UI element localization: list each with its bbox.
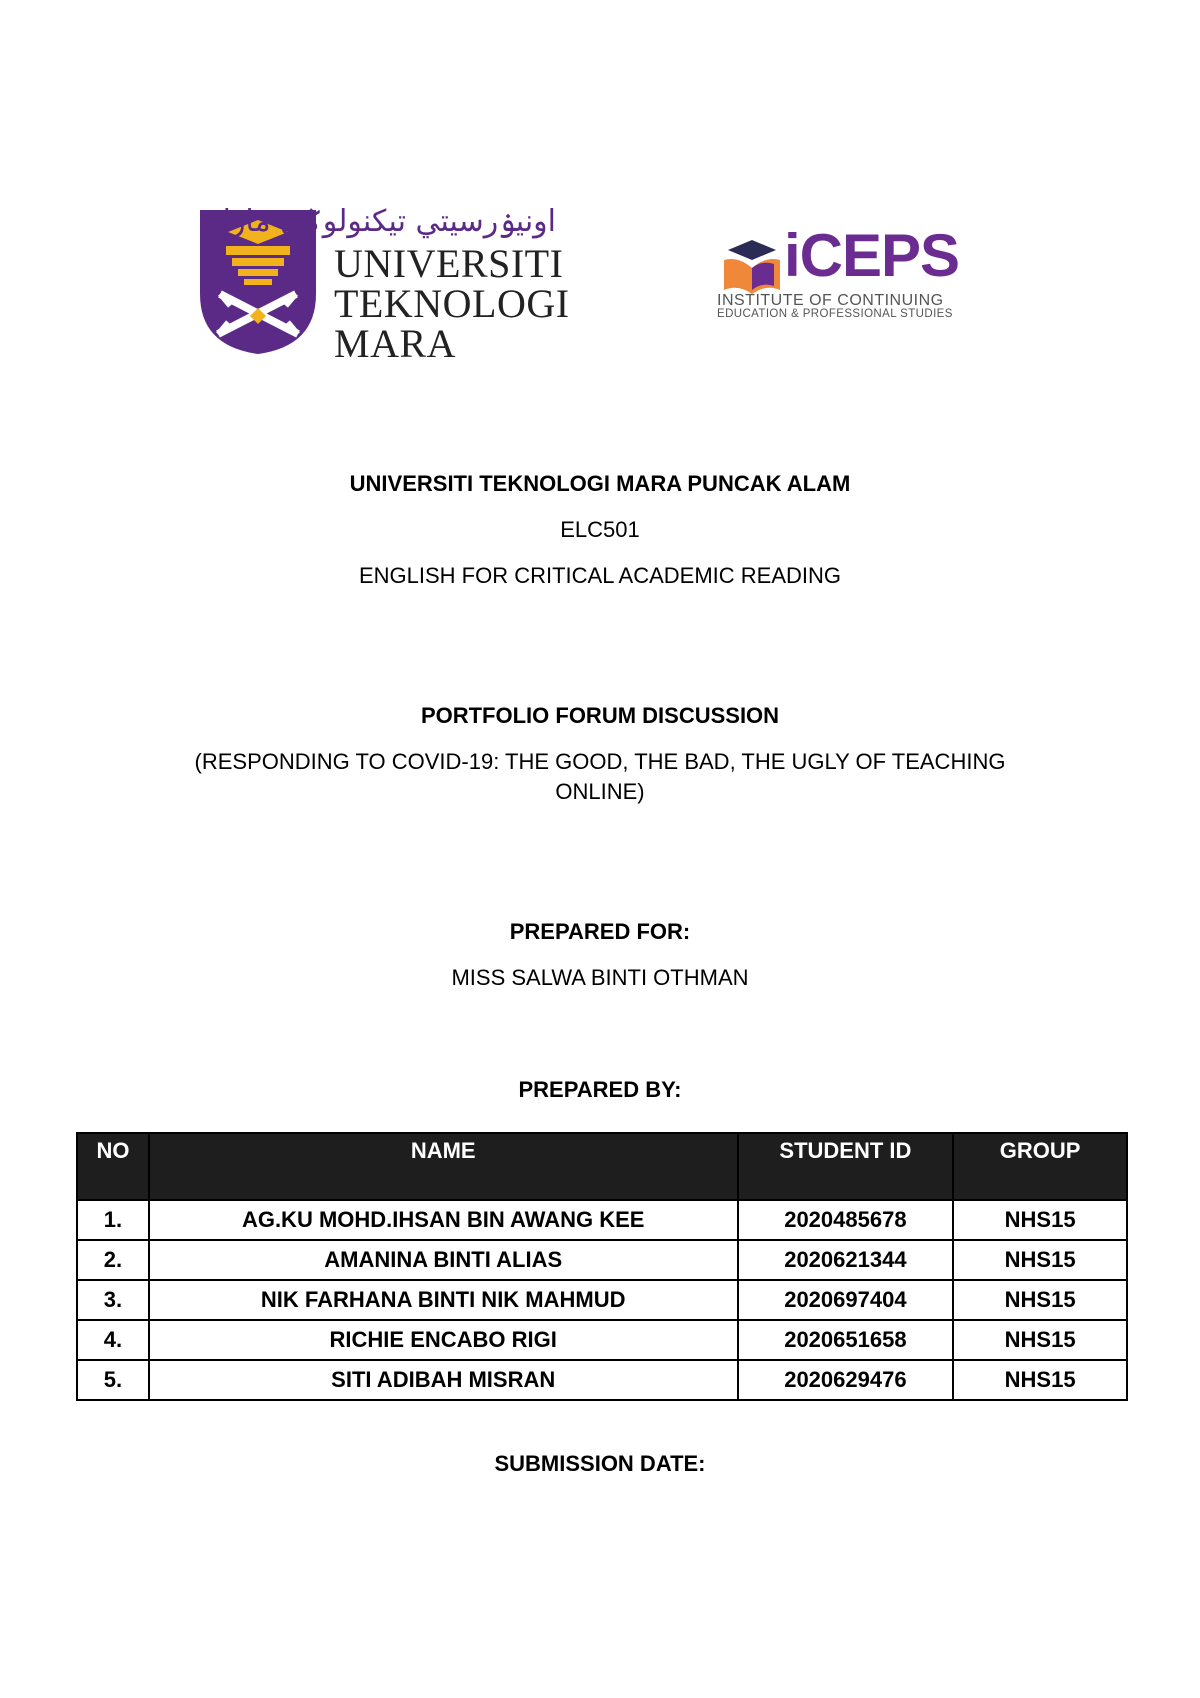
row-no: 4. (77, 1320, 149, 1360)
col-header-name: NAME (149, 1133, 738, 1200)
row-name: SITI ADIBAH MISRAN (149, 1360, 738, 1400)
table-row (77, 1360, 1127, 1400)
row-no: 3. (77, 1280, 149, 1320)
row-name: AMANINA BINTI ALIAS (149, 1240, 738, 1280)
student-table (76, 1132, 1128, 1401)
row-group: NHS15 (953, 1240, 1127, 1280)
col-header-no: NO (77, 1133, 149, 1200)
lecturer-name: MISS SALWA BINTI OTHMAN (451, 965, 749, 990)
table-row (77, 1280, 1127, 1320)
submission-date-label: SUBMISSION DATE: (494, 1451, 706, 1476)
prepared-by-label: PREPARED BY: (518, 1077, 682, 1102)
row-no: 1. (77, 1200, 149, 1240)
table-row (77, 1320, 1127, 1360)
table-header-row (77, 1133, 1127, 1200)
iceps-subtitle-1: INSTITUTE OF CONTINUING (717, 292, 944, 309)
iceps-logo (714, 222, 978, 324)
row-group: NHS15 (953, 1200, 1127, 1240)
uitm-jawi-text: اونيۏرسيتي تيكنولوݢي مارا (222, 204, 556, 239)
row-group: NHS15 (953, 1360, 1127, 1400)
row-student-id: 2020697404 (738, 1280, 954, 1320)
uitm-wordmark (334, 241, 570, 366)
row-name: AG.KU MOHD.IHSAN BIN AWANG KEE (149, 1200, 738, 1240)
uitm-line-3: MARA (334, 321, 457, 366)
course-name: ENGLISH FOR CRITICAL ACADEMIC READING (358, 563, 842, 588)
prepared-for-label: PREPARED FOR: (509, 919, 691, 944)
row-group: NHS15 (953, 1320, 1127, 1360)
row-name: NIK FARHANA BINTI NIK MAHMUD (149, 1280, 738, 1320)
assignment-subtitle-line-1: (RESPONDING TO COVID-19: THE GOOD, THE BAD, THE UGLY OF TEACHING (194, 749, 1006, 774)
row-group: NHS15 (953, 1280, 1127, 1320)
uitm-line-2: TEKNOLOGI (334, 281, 570, 326)
course-code: ELC501 (560, 517, 640, 542)
row-student-id: 2020651658 (738, 1320, 954, 1360)
row-no: 5. (77, 1360, 149, 1400)
assignment-subtitle-line-2: ONLINE) (555, 779, 645, 804)
col-header-group: GROUP (953, 1133, 1127, 1200)
row-no: 2. (77, 1240, 149, 1280)
graduation-book-icon (718, 238, 786, 296)
row-student-id: 2020485678 (738, 1200, 954, 1240)
table-row (77, 1200, 1127, 1240)
row-student-id: 2020629476 (738, 1360, 954, 1400)
row-name: RICHIE ENCABO RIGI (149, 1320, 738, 1360)
col-header-student-id: STUDENT ID (738, 1133, 954, 1200)
uitm-line-1: UNIVERSITI (334, 241, 564, 286)
iceps-wordmark: iCEPS (784, 222, 960, 289)
table-row (77, 1240, 1127, 1280)
assignment-title: PORTFOLIO FORUM DISCUSSION (420, 703, 780, 728)
iceps-subtitle-2: EDUCATION & PROFESSIONAL STUDIES (717, 308, 953, 320)
uitm-logo (196, 204, 570, 366)
row-student-id: 2020621344 (738, 1240, 954, 1280)
university-heading: UNIVERSITI TEKNOLOGI MARA PUNCAK ALAM (349, 471, 851, 496)
